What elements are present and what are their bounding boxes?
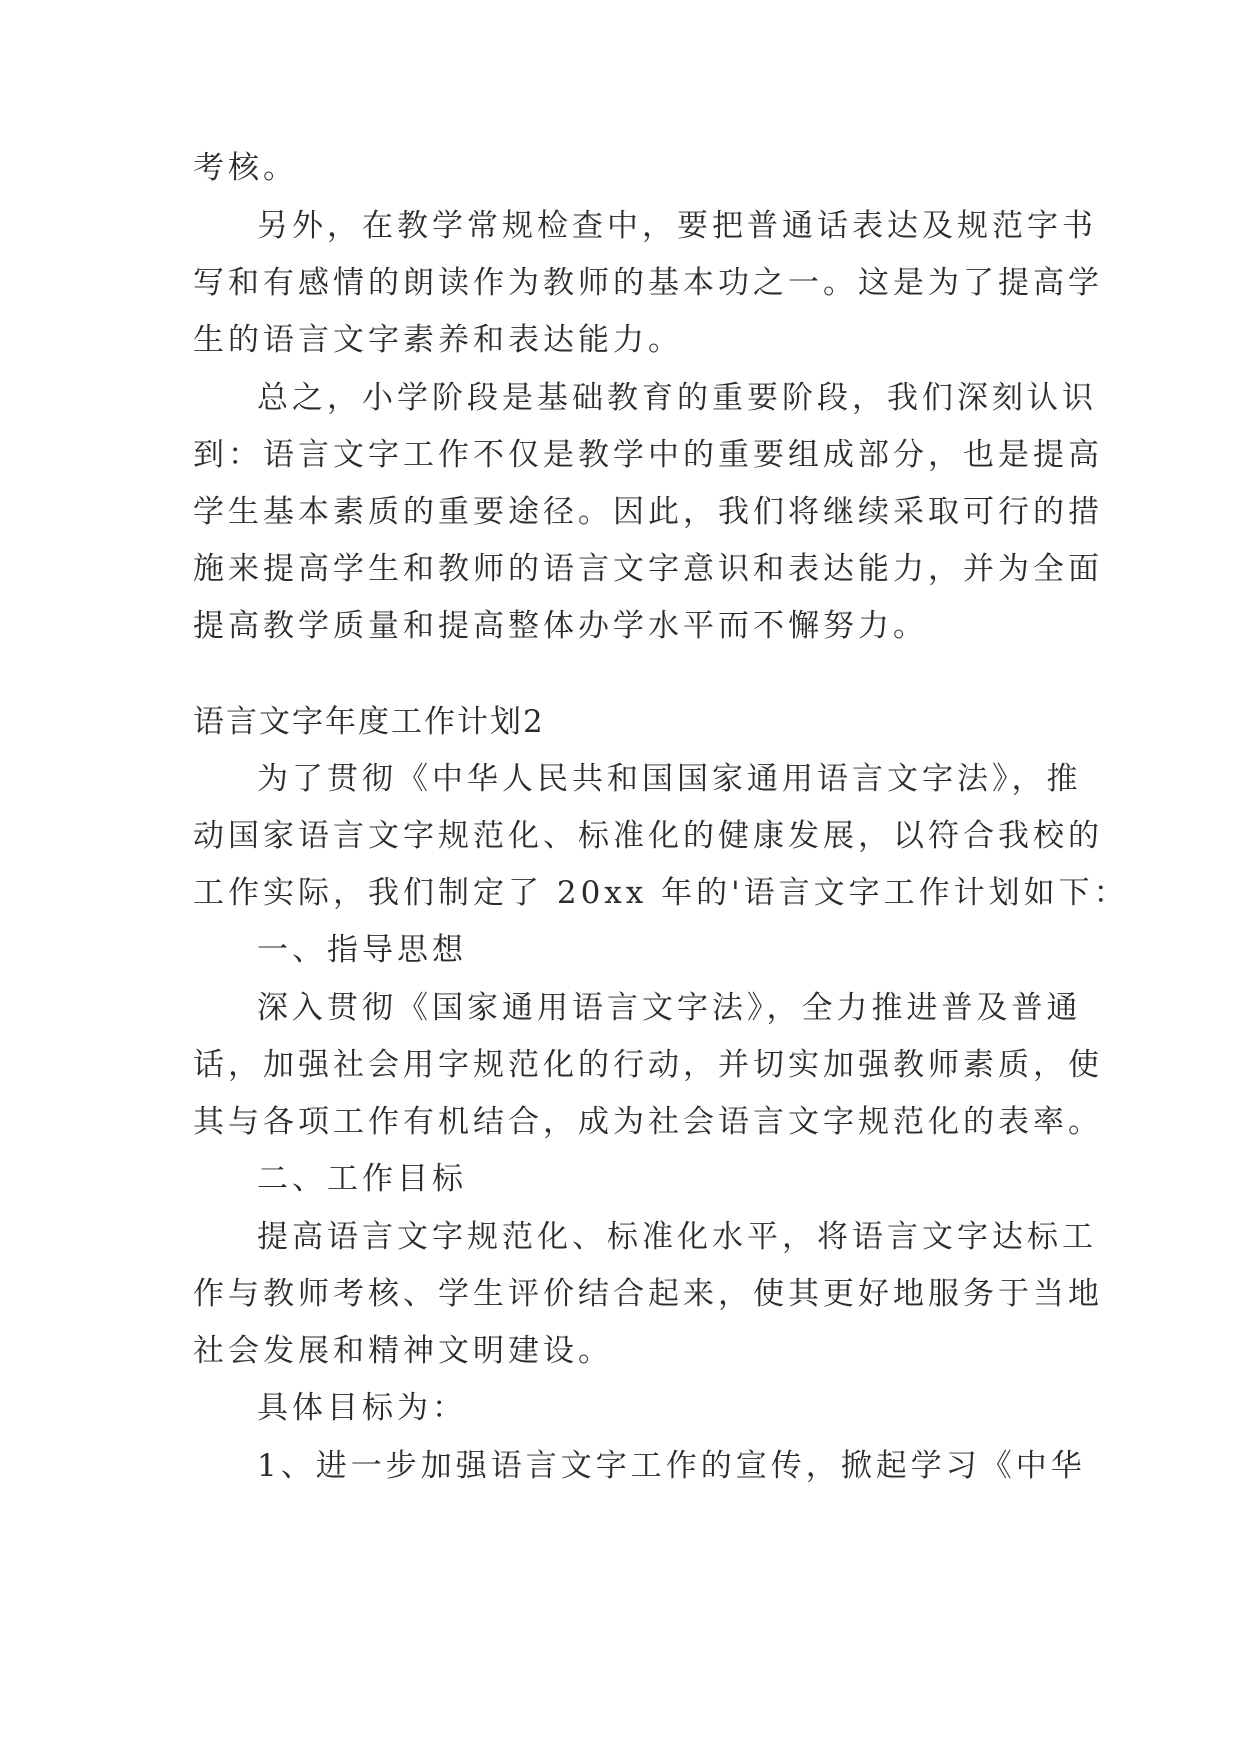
paragraph-line: 其与各项工作有机结合，成为社会语言文字规范化的表率。	[193, 1104, 1103, 1140]
paragraph-line: 考核。	[193, 150, 298, 186]
paragraph-line: 提高教学质量和提高整体办学水平而不懈努力。	[193, 608, 928, 644]
paragraph-line: 话，加强社会用字规范化的行动，并切实加强教师素质，使	[193, 1047, 1103, 1083]
paragraph-line: 深入贯彻《国家通用语言文字法》，全力推进普及普通	[257, 990, 1082, 1026]
paragraph-line: 总之，小学阶段是基础教育的重要阶段，我们深刻认识	[257, 380, 1097, 416]
paragraph-line: 为了贯彻《中华人民共和国国家通用语言文字法》，推	[257, 761, 1082, 797]
section-heading: 语言文字年度工作计划2	[193, 704, 545, 740]
paragraph-line: 另外，在教学常规检查中，要把普通话表达及规范字书	[257, 208, 1097, 244]
paragraph-line: 动国家语言文字规范化、标准化的健康发展，以符合我校的	[193, 818, 1103, 854]
paragraph-line: 作与教师考核、学生评价结合起来，使其更好地服务于当地	[193, 1276, 1103, 1312]
paragraph-line: 生的语言文字素养和表达能力。	[193, 322, 683, 358]
paragraph-line: 施来提高学生和教师的语言文字意识和表达能力，并为全面	[193, 551, 1103, 587]
paragraph-line: 提高语言文字规范化、标准化水平，将语言文字达标工	[257, 1219, 1097, 1255]
paragraph-line: 具体目标为：	[257, 1390, 467, 1426]
paragraph-line: 工作实际，我们制定了 20xx 年的'语言文字工作计划如下：	[193, 875, 1129, 911]
paragraph-line: 学生基本素质的重要途径。因此，我们将继续采取可行的措	[193, 494, 1103, 530]
paragraph-line: 1、进一步加强语言文字工作的宣传，掀起学习《中华	[257, 1448, 1086, 1484]
paragraph-line: 写和有感情的朗读作为教师的基本功之一。这是为了提高学	[193, 265, 1103, 301]
paragraph-line: 社会发展和精神文明建设。	[193, 1333, 613, 1369]
subheading: 一、指导思想	[257, 932, 467, 968]
paragraph-line: 到：语言文字工作不仅是教学中的重要组成部分，也是提高	[193, 437, 1103, 473]
subheading: 二、工作目标	[257, 1161, 467, 1197]
